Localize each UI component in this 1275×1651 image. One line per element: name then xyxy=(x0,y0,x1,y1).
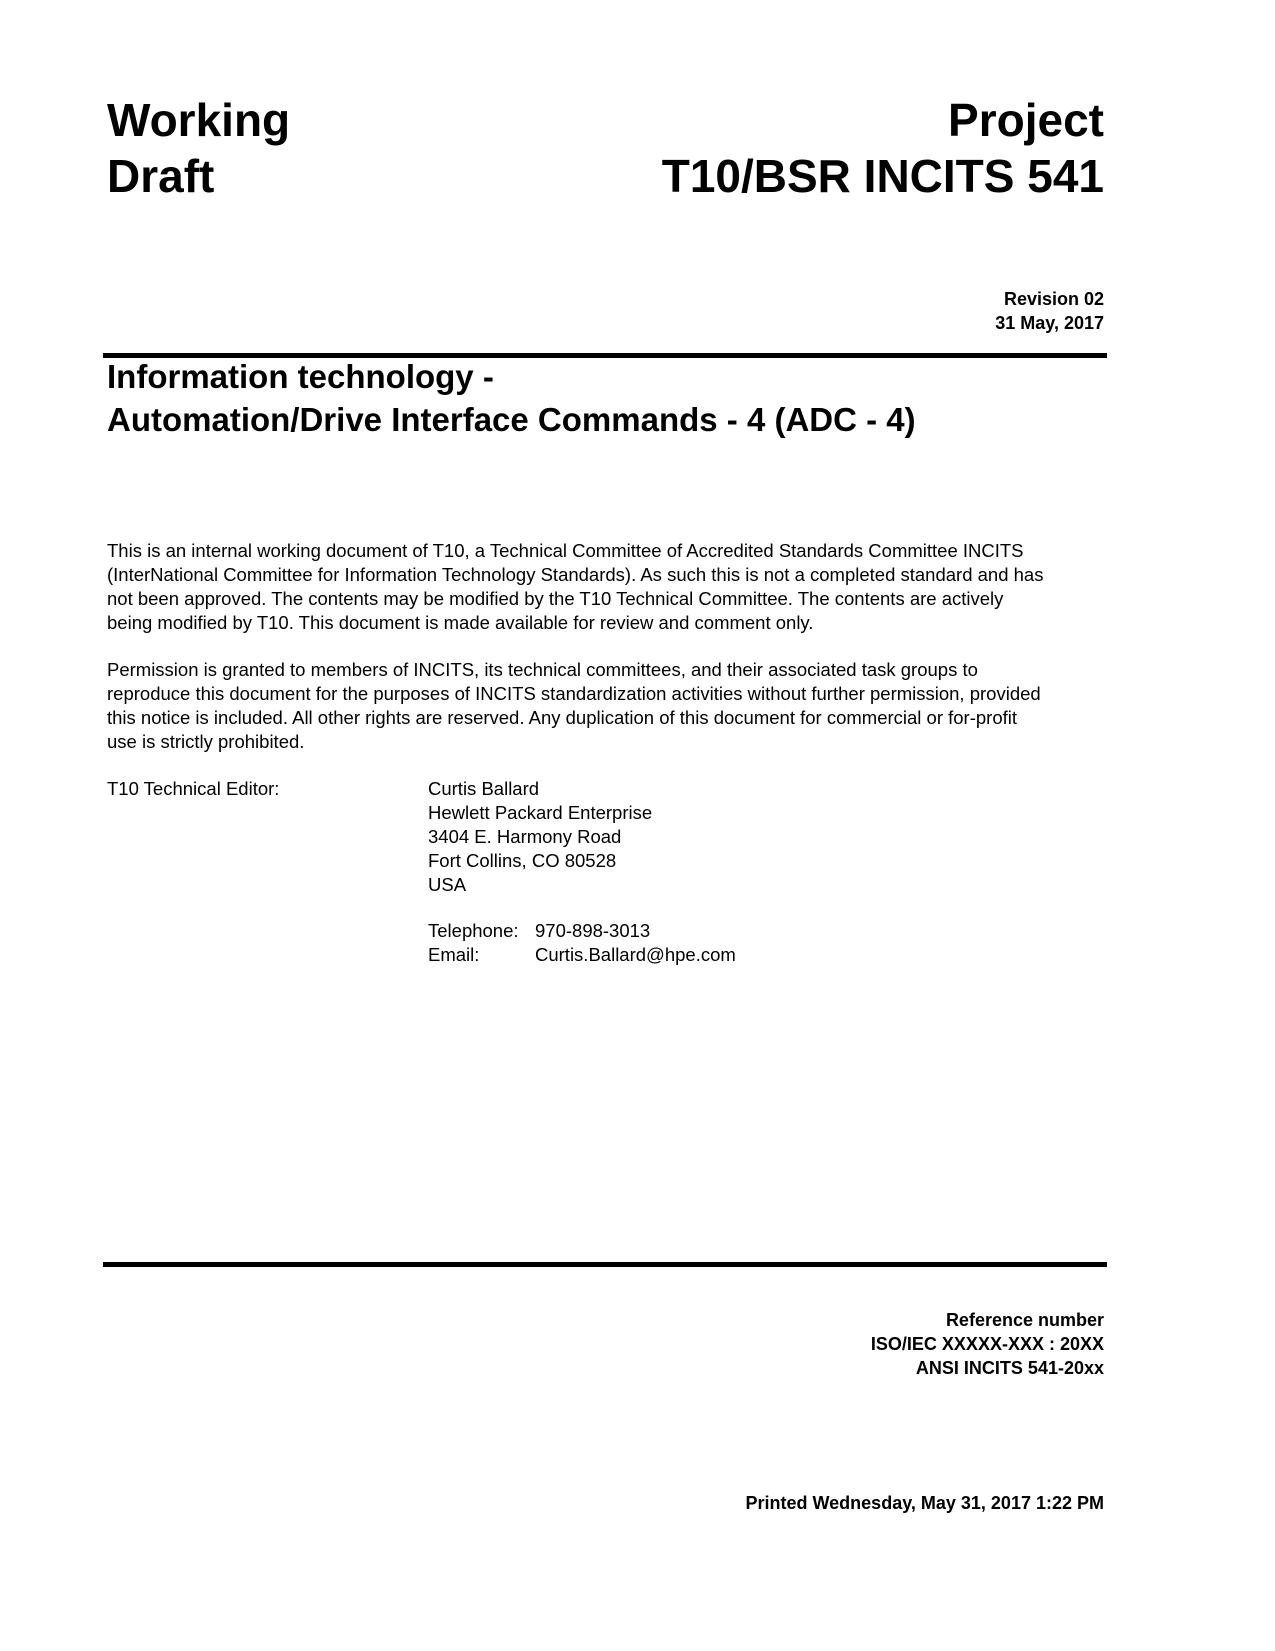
email-value[interactable]: Curtis.Ballard@hpe.com xyxy=(535,944,736,965)
paragraph-line: Permission is granted to members of INCITS, its technical committees, and their associated task groups to xyxy=(107,659,978,680)
paragraph-line: (InterNational Committee for Information Technology Standards). As such this is not a completed standard and has xyxy=(107,564,1044,585)
bottom-rule xyxy=(103,1262,1107,1267)
reference-block xyxy=(871,1308,1104,1380)
paragraph-line: This is an internal working document of T10, a Technical Committee of Accredited Standards Committee INCITS xyxy=(107,540,1024,561)
revision-number: Revision 02 xyxy=(1003,289,1104,309)
working-draft-label xyxy=(107,92,290,204)
telephone-label: Telephone: xyxy=(428,920,519,941)
address-line: Curtis Ballard xyxy=(428,778,540,799)
project-label xyxy=(662,92,1104,204)
editor-label: T10 Technical Editor: xyxy=(107,778,280,799)
paragraph-line: reproduce this document for the purposes of INCITS standardization activities without further permission, provided xyxy=(107,683,1041,704)
printed-date: Printed Wednesday, May 31, 2017 1:22 PM xyxy=(745,1493,1104,1513)
revision-block xyxy=(995,287,1104,335)
permission-paragraph xyxy=(107,658,1041,754)
paragraph-line: being modified by T10. This document is made available for review and comment only. xyxy=(107,612,814,633)
header-right-line: Project xyxy=(948,94,1104,146)
editor-address xyxy=(428,777,652,897)
address-line: 3404 E. Harmony Road xyxy=(428,826,622,847)
paragraph-line: use is strictly prohibited. xyxy=(107,731,305,752)
document-title xyxy=(107,355,916,441)
reference-line: Reference number xyxy=(945,1310,1104,1330)
telephone-value: 970-898-3013 xyxy=(535,920,651,941)
revision-date: 31 May, 2017 xyxy=(995,313,1104,333)
paragraph-line: this notice is included. All other rights are reserved. Any duplication of this document for commercial or for-profit xyxy=(107,707,1018,728)
paragraph-line: not been approved. The contents may be modified by the T10 Technical Committee. The contents are actively xyxy=(107,588,1004,609)
address-line: Fort Collins, CO 80528 xyxy=(428,850,617,871)
title-line: Information technology - xyxy=(107,358,494,395)
address-line: Hewlett Packard Enterprise xyxy=(428,802,653,823)
email-label: Email: xyxy=(428,944,480,965)
header-right-line: T10/BSR INCITS 541 xyxy=(661,150,1104,202)
title-line: Automation/Drive Interface Commands - 4 (ADC - 4) xyxy=(107,401,916,438)
reference-line: ISO/IEC XXXXX-XXX : 20XX xyxy=(870,1334,1104,1354)
reference-line: ANSI INCITS 541-20xx xyxy=(915,1358,1104,1378)
header-left-line: Draft xyxy=(107,150,215,202)
notice-paragraph xyxy=(107,539,1043,635)
address-line: USA xyxy=(428,874,467,895)
header-left-line: Working xyxy=(107,94,291,146)
